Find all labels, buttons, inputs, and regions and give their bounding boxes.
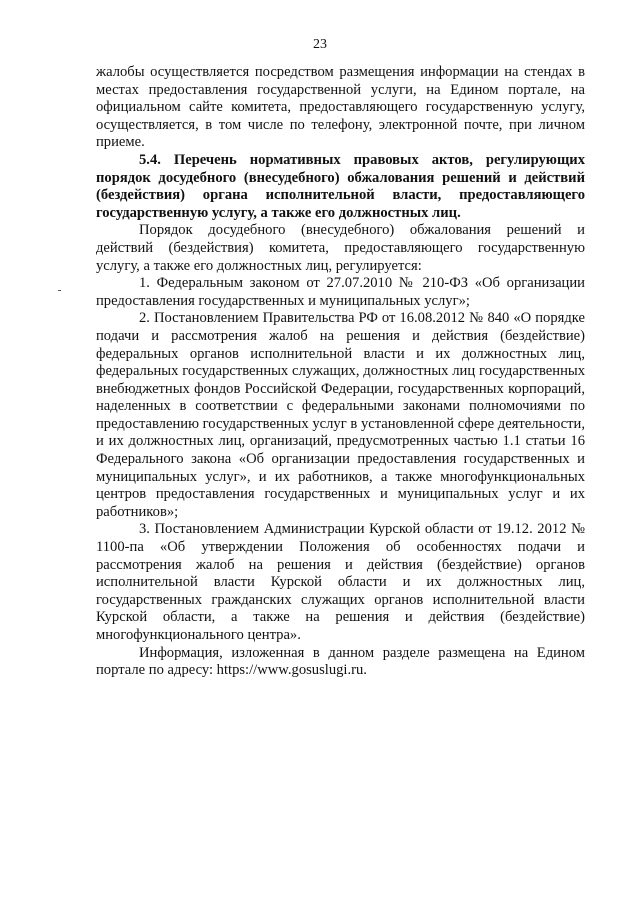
paragraph-portal-info: Информация, изложенная в данном разделе размещена на Едином портале по адресу: https://www.gosuslugi.ru. xyxy=(96,644,585,679)
section-heading: 5.4. Перечень нормативных правовых актов, регулирующих порядок досудебного (внесудебного) обжалования решений и действий (бездействия) органа исполнительной власти, предоставляющего государственную услугу, а также его должностных лиц. xyxy=(96,151,585,221)
list-item-government-decree: 2. Постановлением Правительства РФ от 16.08.2012 № 840 «О порядке подачи и рассмотрения жалоб на решения и действия (бездействие) федеральных органов исполнительной власти и их должностных лиц, федеральных государственных служащих, должностных лиц государственных внебюджетных фондов Российской Федерации, государственных корпораций, наделенных в соответствии с федеральными законами полномочиями по предоставлению государственных услуг в установленной сфере деятельности, и их должностных лиц, организаций, предусмотренных частью 1.1 статьи 16 Федерального закона «Об организации предоставления государственных и муниципальных услуг», и их работников, а также многофункциональных центров предоставления государственных и муниципальных услуг и их работников»; xyxy=(96,310,585,520)
page-number: 23 xyxy=(313,37,327,52)
list-item-regional-decree: 3. Постановлением Администрации Курской области от 19.12. 2012 № 1100-па «Об утверждении Положения об особенностях подачи и рассмотрения жалоб на решения и действия (бездействие) органов исполнительной власти Курской области и их должностных лиц, государственных гражданских служащих органов исполнительной власти Курской области, а также на решения и действия (бездействие) многофункционального центра». xyxy=(96,521,585,643)
paragraph-complaint-info: жалобы осуществляется посредством размещения информации на стендах в местах предоставления государственной услуги, на Едином портале, на официальном сайте комитета, предоставляющего государственную услугу, осуществляется, в том числе по телефону, электронной почте, при личном приеме. xyxy=(96,64,585,151)
margin-mark xyxy=(58,290,61,291)
document-body xyxy=(96,64,585,680)
paragraph-regulation-intro: Порядок досудебного (внесудебного) обжалования решений и действий (бездействия) комитета, предоставляющего государственную услугу, а также его должностных лиц, регулируется: xyxy=(96,222,585,274)
list-item-federal-law: 1. Федеральным законом от 27.07.2010 № 210-ФЗ «Об организации предоставления государственных и муниципальных услуг»; xyxy=(96,275,585,309)
